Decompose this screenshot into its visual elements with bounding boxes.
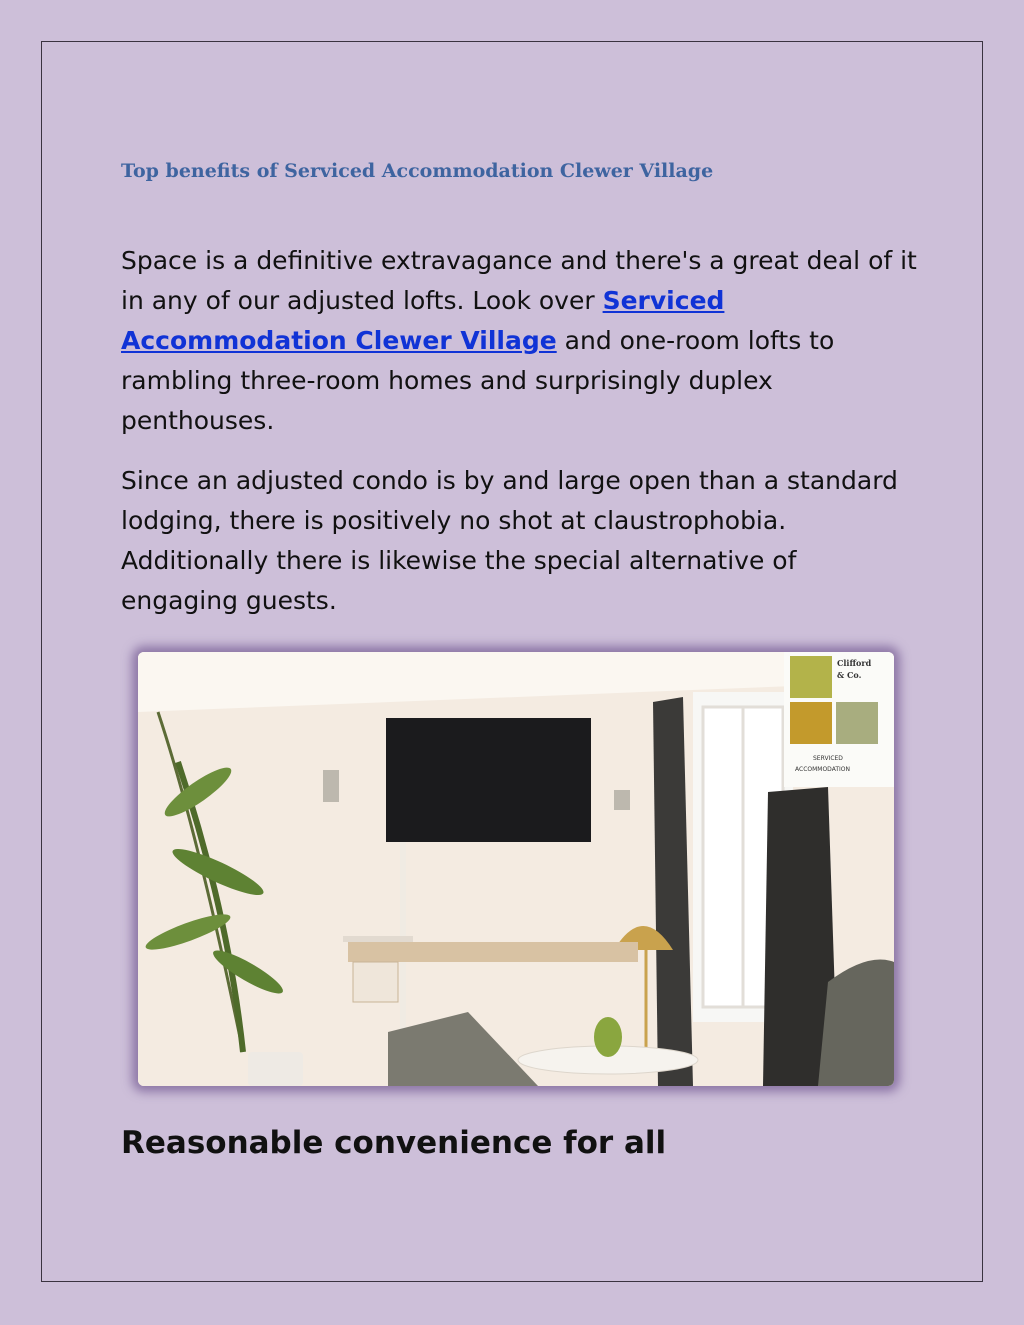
section-subtitle: Top benefits of Serviced Accommodation Clewer Village <box>121 160 714 182</box>
green-vase <box>594 1017 622 1057</box>
section-heading: Reasonable convenience for all <box>121 1125 667 1161</box>
intro-paragraph <box>121 241 921 441</box>
logo-text: SERVICED <box>813 755 843 762</box>
serviced-accommodation-link[interactable]: Serviced Accommodation Clewer Village <box>121 286 725 355</box>
logo-text: ACCOMMODATION <box>795 766 850 773</box>
apartment-photo <box>138 652 894 1086</box>
second-paragraph: Since an adjusted condo is by and large open than a standard lodging, there is positively no shot at claustrophobia. Additionally there is likewise the special alternative of engaging guests. <box>121 466 898 615</box>
logo-text: Clifford <box>837 658 872 668</box>
paragraph-text: Space is a definitive extravagance and there's a great deal of it in any of our adjusted lofts. Look over <box>121 246 917 315</box>
paragraph-text: and one-room lofts to rambling three-room homes and surprisingly duplex penthouses. <box>121 326 835 435</box>
living-room-illustration <box>138 652 894 1086</box>
tv-screen <box>386 718 591 842</box>
logo-text: & Co. <box>837 670 862 680</box>
